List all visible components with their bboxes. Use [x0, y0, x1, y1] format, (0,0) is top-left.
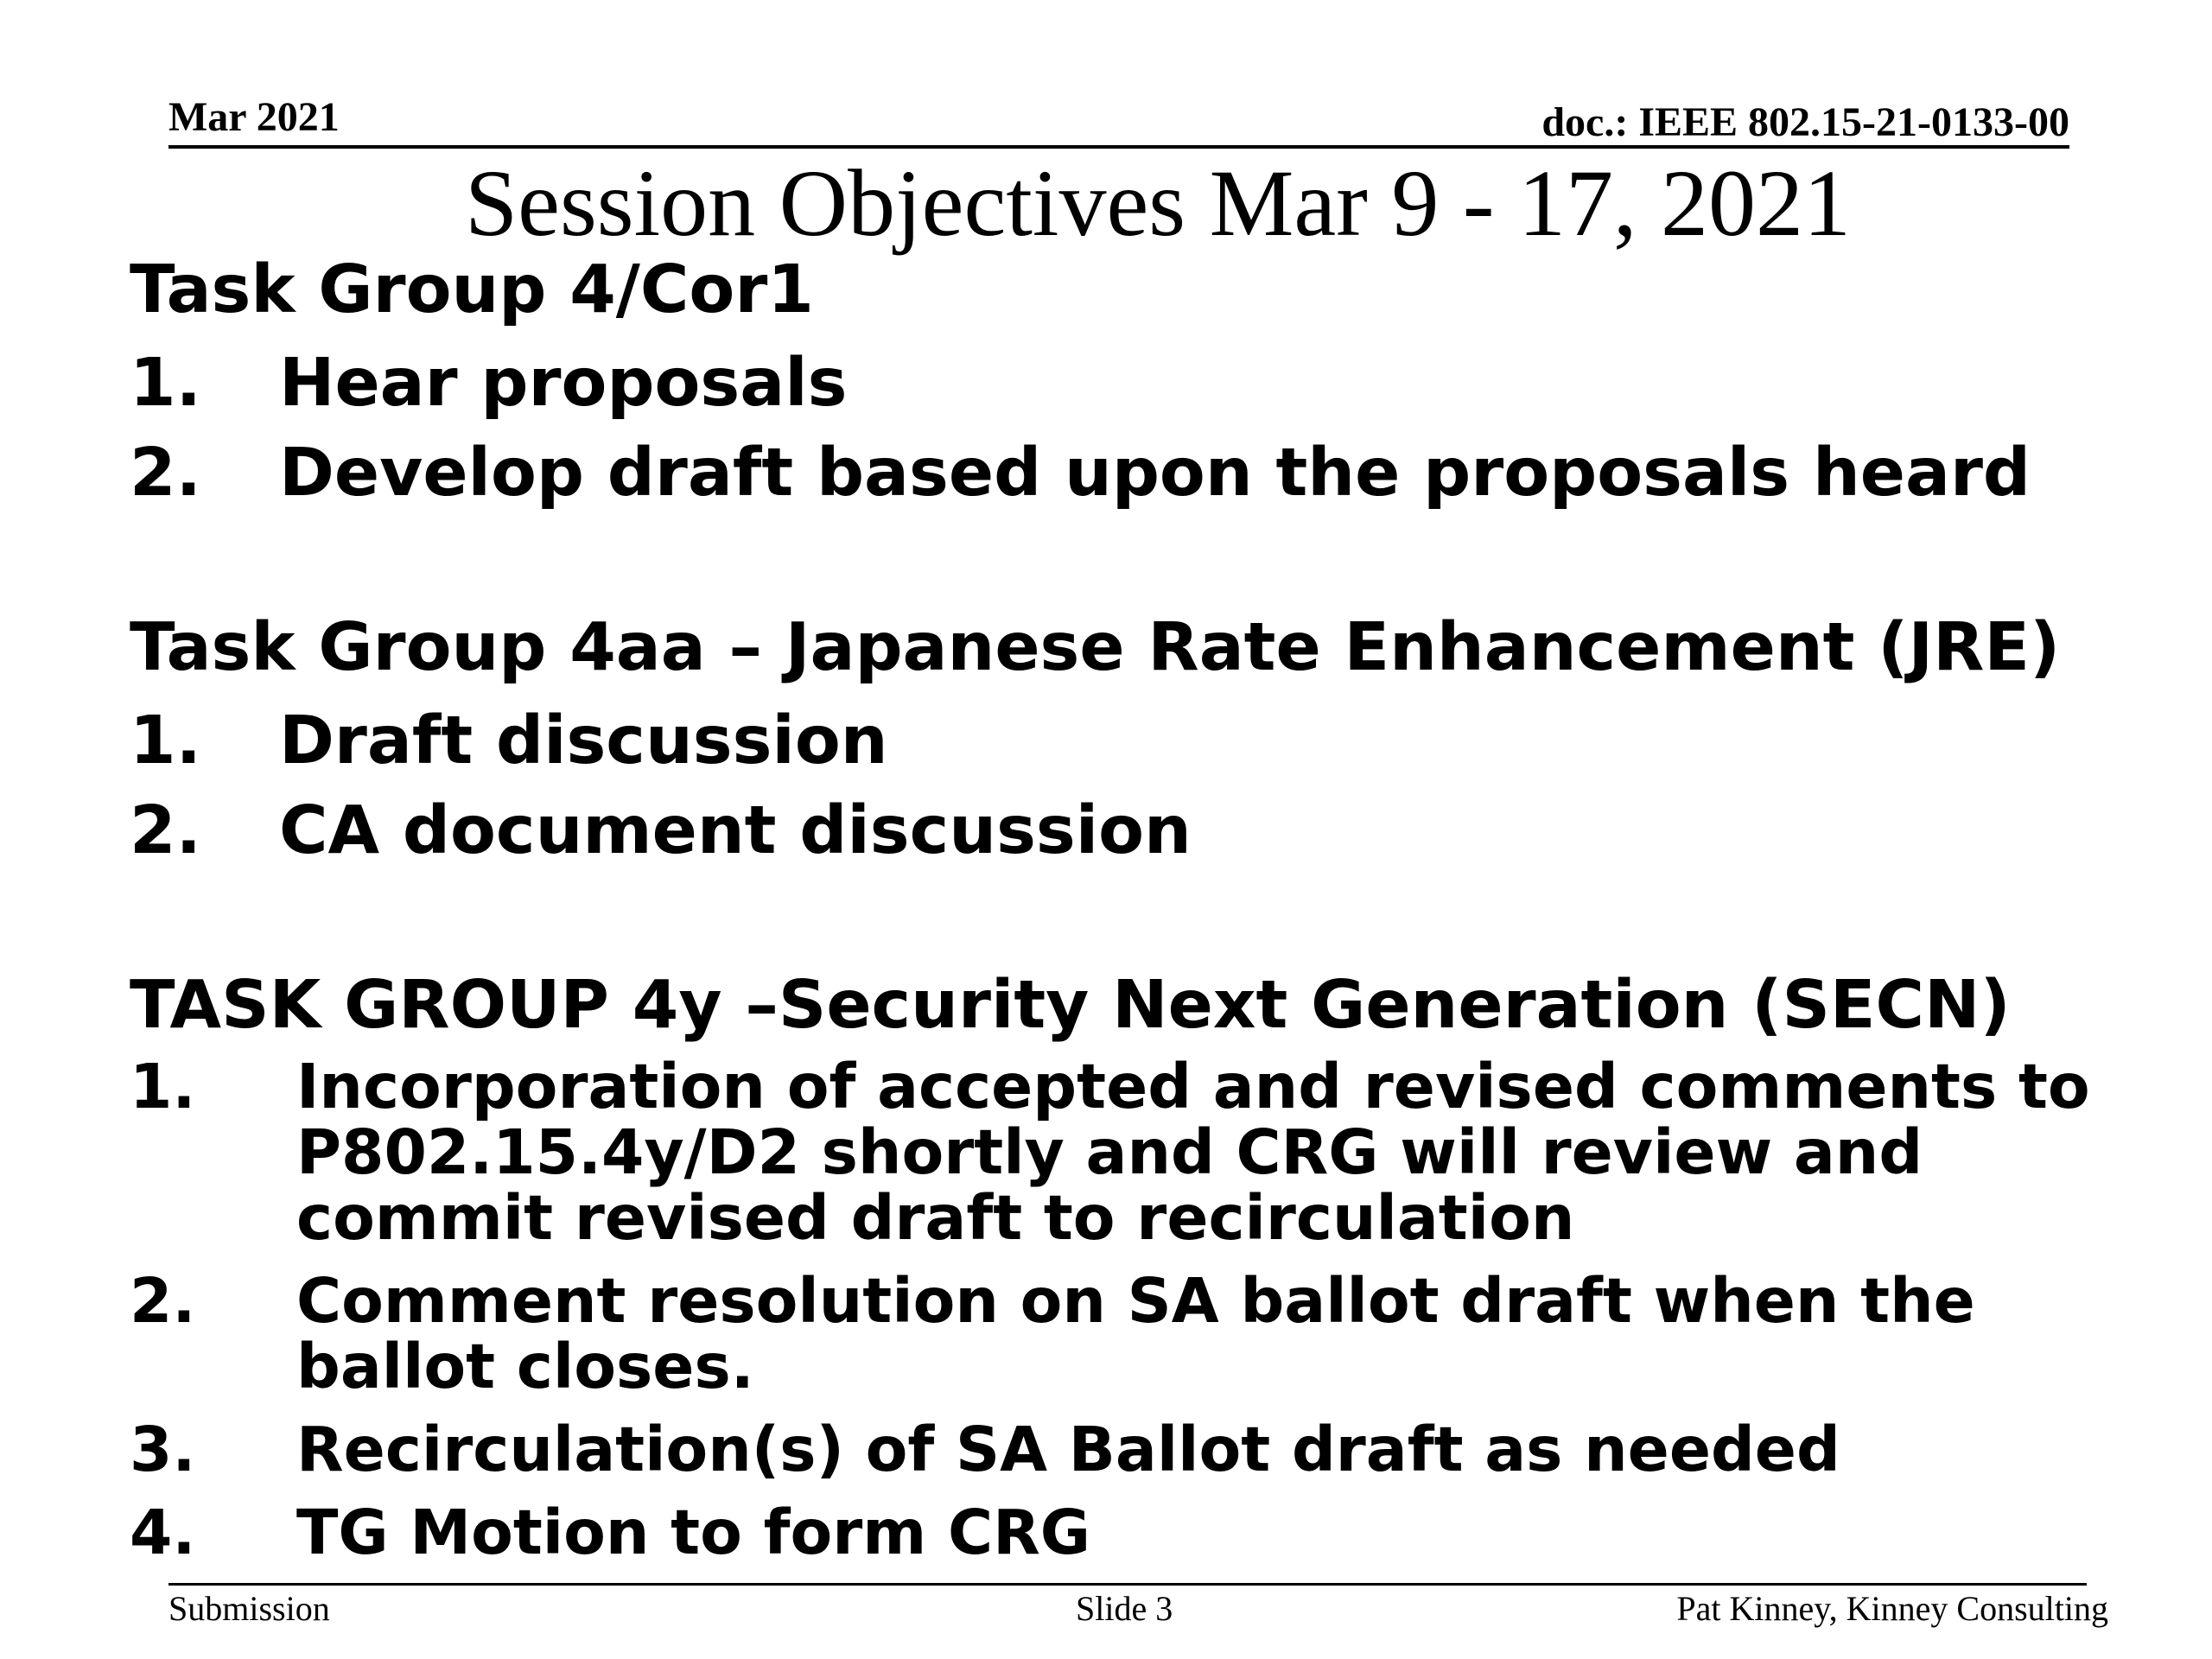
- list-item: [130, 1414, 2117, 1485]
- list-item: [130, 1265, 2117, 1402]
- item-number: 3.: [130, 1414, 196, 1485]
- slide-title: Session Objectives Mar 9 - 17, 2021: [465, 150, 1851, 256]
- list-item: [130, 696, 2117, 786]
- group-tg4-cor1: [130, 249, 2117, 518]
- header-date: Mar 2021: [168, 94, 340, 140]
- item-text: TG Motion to form CRG: [296, 1497, 1091, 1568]
- list-item: [130, 339, 2117, 429]
- header-divider: [168, 145, 2069, 149]
- list-item: [130, 429, 2117, 518]
- item-text: Recirculation(s) of SA Ballot draft as needed: [296, 1414, 1840, 1485]
- footer-divider: [168, 1583, 2087, 1586]
- item-number: 1.: [130, 1051, 196, 1122]
- footer-author: Pat Kinney, Kinney Consulting: [1676, 1589, 2108, 1628]
- item-number: 2.: [130, 1265, 196, 1337]
- item-text: Hear proposals: [279, 345, 848, 422]
- item-number: 1.: [130, 345, 201, 422]
- footer-submission: Submission: [168, 1589, 330, 1628]
- item-text: Develop draft based upon the proposals heard: [279, 435, 2031, 512]
- item-text: Comment resolution on SA ballot draft when the ballot closes.: [296, 1265, 1975, 1402]
- list-item: [130, 1497, 2117, 1568]
- footer-slide-number: Slide 3: [1076, 1589, 1173, 1628]
- group-tg4aa: [130, 607, 2117, 876]
- group-tg4y: [130, 964, 2117, 1566]
- item-number: 1.: [130, 702, 201, 779]
- header-doc-id: doc.: IEEE 802.15-21-0133-00: [1541, 99, 2069, 145]
- spacer: [130, 518, 2117, 607]
- group-heading: Task Group 4/Cor1: [130, 251, 814, 328]
- list-item: [130, 1051, 2117, 1254]
- item-text: Draft discussion: [279, 702, 888, 779]
- item-number: 2.: [130, 435, 201, 512]
- list-item: [130, 786, 2117, 876]
- group-heading: TASK GROUP 4y –Security Next Generation (SECN): [130, 967, 2011, 1044]
- item-number: 2.: [130, 792, 201, 869]
- item-text: Incorporation of accepted and revised comments to P802.15.4y/D2 shortly and CRG will review and commit revised draft to recirculation: [296, 1051, 2090, 1254]
- item-number: 4.: [130, 1497, 196, 1568]
- item-text: CA document discussion: [279, 792, 1192, 869]
- slide-body: [130, 249, 2117, 1583]
- group-heading: Task Group 4aa – Japanese Rate Enhancement (JRE): [130, 609, 2061, 686]
- spacer: [130, 876, 2117, 964]
